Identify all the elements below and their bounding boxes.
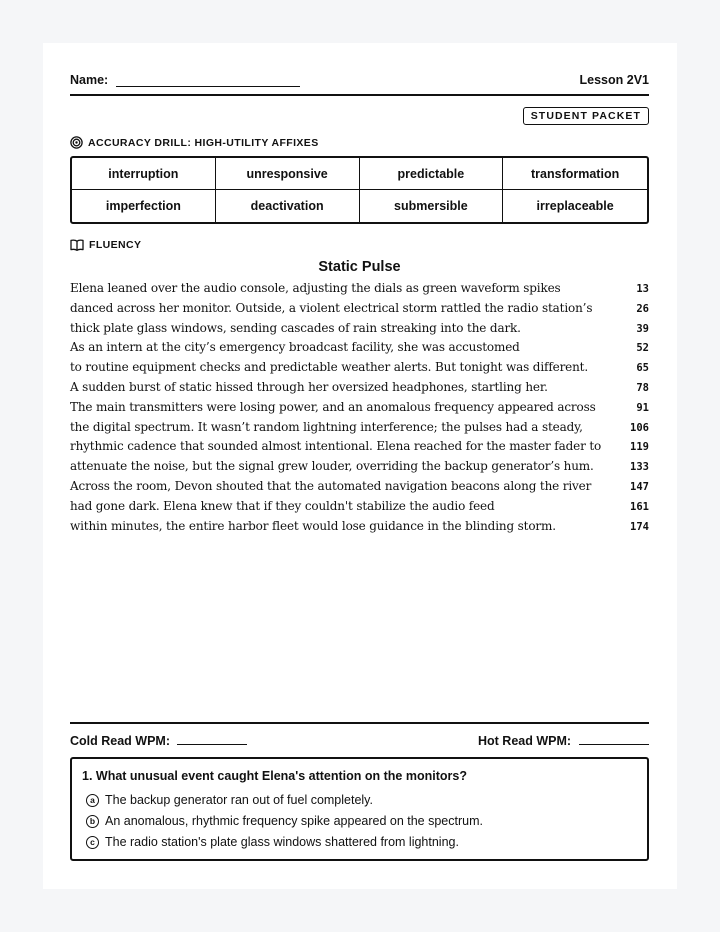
question-text: 1. What unusual event caught Elena's attention on the monitors? xyxy=(82,769,467,783)
option-letter-circle: b xyxy=(86,815,99,828)
cold-read-wpm-blank[interactable] xyxy=(177,744,247,745)
running-word-count: 65 xyxy=(636,362,649,375)
accuracy-drill-heading xyxy=(70,136,319,149)
wpm-divider xyxy=(70,722,649,724)
option-letter-circle: c xyxy=(86,836,99,849)
running-word-count: 13 xyxy=(636,283,649,295)
affix-word: transformation xyxy=(503,158,647,190)
running-word-count: 174 xyxy=(630,520,649,533)
passage-line xyxy=(70,499,649,519)
passage-line-text: The main transmitters were losing power, and an anomalous frequency appeared across xyxy=(70,399,596,414)
accuracy-drill-title: ACCURACY DRILL: HIGH-UTILITY AFFIXES xyxy=(88,136,319,149)
passage-line xyxy=(70,281,649,301)
passage-line-text: A sudden burst of static hissed through her oversized headphones, startling her. xyxy=(70,379,548,394)
answer-option-a[interactable] xyxy=(86,793,373,807)
running-word-count: 52 xyxy=(636,342,649,355)
cold-read-wpm-label: Cold Read WPM: xyxy=(70,734,170,748)
passage-line xyxy=(70,321,649,341)
option-text: An anomalous, rhythmic frequency spike appeared on the spectrum. xyxy=(105,814,483,828)
name-blank-line[interactable] xyxy=(116,86,300,87)
story-title: Static Pulse xyxy=(318,259,401,275)
running-word-count: 161 xyxy=(630,500,649,513)
affix-word: irreplaceable xyxy=(536,199,614,213)
header-divider xyxy=(70,94,649,96)
affix-word: deactivation xyxy=(216,190,360,222)
affix-word: predictable xyxy=(360,158,504,190)
passage-line-text: the digital spectrum. It wasn’t random lightning interference; the pulses had a steady, xyxy=(70,419,583,434)
passage-line xyxy=(70,360,649,380)
passage-line xyxy=(70,420,649,440)
passage-line-text: As an intern at the city’s emergency broadcast facility, she was accustomed xyxy=(70,340,520,355)
passage-line-text: rhythmic cadence that sounded almost intentional. Elena reached for the master fader to xyxy=(70,439,602,454)
passage-line-text: Elena leaned over the audio console, adjusting the dials as green waveform spikes xyxy=(70,281,561,295)
running-word-count: 133 xyxy=(630,461,649,474)
running-word-count: 91 xyxy=(636,401,649,414)
answer-option-b[interactable] xyxy=(86,814,483,828)
passage-line-text: within minutes, the entire harbor fleet would lose guidance in the blinding storm. xyxy=(70,518,556,533)
option-text: The backup generator ran out of fuel completely. xyxy=(105,793,373,807)
passage-line xyxy=(70,301,649,321)
passage-line-text: had gone dark. Elena knew that if they couldn't stabilize the audio feed xyxy=(70,498,495,513)
fluency-heading xyxy=(70,239,141,251)
affix-word: interruption xyxy=(72,158,216,190)
affix-word: submersible xyxy=(360,190,504,222)
affix-word-grid xyxy=(70,156,649,224)
passage-line xyxy=(70,479,649,499)
passage-line xyxy=(70,400,649,420)
name-label: Name: xyxy=(70,73,109,87)
passage-line xyxy=(70,380,649,400)
running-word-count: 106 xyxy=(630,421,649,434)
passage-line xyxy=(70,519,649,539)
running-word-count: 26 xyxy=(636,302,649,315)
target-icon xyxy=(70,136,83,149)
student-packet-badge: STUDENT PACKET xyxy=(523,107,649,125)
passage-line-text: danced across her monitor. Outside, a violent electrical storm rattled the radio station’s xyxy=(70,300,593,315)
running-word-count: 78 xyxy=(636,381,649,394)
running-word-count: 119 xyxy=(630,441,649,454)
wpm-row xyxy=(70,734,649,752)
affix-word: imperfection xyxy=(72,190,216,222)
comprehension-question-box xyxy=(70,757,649,861)
hot-read-wpm-blank[interactable] xyxy=(579,744,649,745)
passage-line-text: attenuate the noise, but the signal grew louder, overriding the backup generator’s hum. xyxy=(70,459,594,474)
worksheet-page xyxy=(43,43,677,889)
option-letter-circle: a xyxy=(86,794,99,807)
fluency-title: FLUENCY xyxy=(89,239,142,251)
lesson-label: Lesson 2V1 xyxy=(579,73,649,87)
passage-line-text: Across the room, Devon shouted that the automated navigation beacons along the river xyxy=(70,478,592,493)
answer-option-c[interactable] xyxy=(86,835,459,849)
passage-line-text: thick plate glass windows, sending cascades of rain streaking into the dark. xyxy=(70,320,521,335)
passage-line-text: to routine equipment checks and predictable weather alerts. But tonight was different. xyxy=(70,360,589,375)
fluency-passage xyxy=(70,281,649,538)
passage-line xyxy=(70,459,649,479)
passage-line xyxy=(70,439,649,459)
hot-read-wpm-label: Hot Read WPM: xyxy=(478,734,572,748)
header-row xyxy=(70,71,649,91)
running-word-count: 147 xyxy=(630,480,649,493)
affix-word: unresponsive xyxy=(216,158,360,190)
passage-line xyxy=(70,340,649,360)
option-text: The radio station's plate glass windows shattered from lightning. xyxy=(105,835,459,849)
running-word-count: 39 xyxy=(636,322,649,335)
open-book-icon xyxy=(70,239,84,251)
